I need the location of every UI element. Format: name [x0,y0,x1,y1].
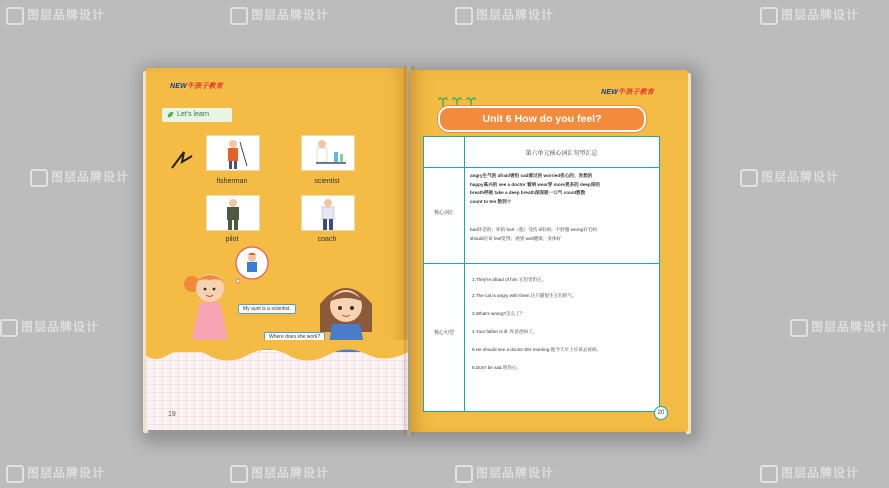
watermark-logo-icon [790,319,808,337]
coach-card [301,195,355,231]
card-label: scientist [314,178,340,185]
card-label: fisherman [216,178,248,185]
fisherman-card [206,135,260,171]
watermark-logo-icon [0,319,18,337]
lets-learn-tag [162,108,232,122]
pilot-illustration [207,196,259,230]
sparkle-icon [168,146,196,172]
left-page [146,68,408,430]
coach-illustration [302,196,354,230]
lets-learn-label: Let's learn [177,111,210,118]
watermark: 图层品牌设计 [230,464,329,483]
vocab-line: bad坏悲的；坏的 hurt（使）受伤 ill有病；不舒服 wrong有毛病 [470,227,597,232]
speech-bubble: Where does she work? [264,332,325,342]
watermark: 图层品牌设计 [0,318,99,337]
watermark-logo-icon [455,7,473,25]
watermark-logo-icon [30,169,48,187]
watermark: 图层品牌设计 [30,168,129,187]
vocab-extra-list [470,226,655,243]
watermark: 图层品牌设计 [740,168,839,187]
brand-name: 牛孩子教育 [618,89,654,96]
brand-prefix: NEW [601,89,618,96]
right-page [410,70,688,432]
vocab-row-label: 核心词汇 [433,210,454,216]
brand-logo [170,81,223,91]
table-divider [424,167,659,168]
scientist-illustration [302,136,354,170]
summary-table [423,136,660,412]
watermark-logo-icon [760,465,778,483]
watermark: 图层品牌设计 [760,6,859,25]
leaf-icon [167,111,174,118]
sentence-item: 4.Your father is ill. 你爸爸病了。 [472,329,538,334]
page-number: 20 [654,406,668,420]
page-number: 19 [168,411,176,418]
vocab-line: angry生气的 afraid害怕 sad难过的 worried担心的；发愁的 [470,173,593,178]
sentence-item: 3.What's wrong?怎么了？ [472,311,525,316]
vocab-list [470,172,655,206]
scientist-card [301,135,355,171]
watermark: 图层品牌设计 [6,6,105,25]
pilot-card [206,195,260,231]
watermark: 图层品牌设计 [455,6,554,25]
unit-title-banner: Unit 6 How do you feel? [438,106,646,132]
fisherman-illustration [207,136,259,170]
sentence-item: 6.Don't be sad.别伤心。 [472,365,522,370]
card-label: pilot [225,236,239,243]
watermark-logo-icon [6,465,24,483]
vocab-line: breath呼吸 take a deep breath深深吸一口气 count数数 [470,190,586,196]
watermark: 图层品牌设计 [790,318,889,337]
sentence-row-label: 核心句型 [433,330,454,336]
vocab-line: count to ten 数到十 [470,198,512,204]
sentence-item: 5.He should see a doctor this morning.他今天早上应该去看病。 [472,347,602,352]
watermark-logo-icon [230,7,248,25]
watermark-logo-icon [6,7,24,25]
brand-prefix: NEW [170,83,187,90]
watermark: 图层品牌设计 [6,464,105,483]
watermark: 图层品牌设计 [455,464,554,483]
watermark-logo-icon [230,465,248,483]
table-divider [464,137,465,411]
table-title: 第六单元核心词汇句型汇总 [525,151,598,157]
watermark-logo-icon [760,7,778,25]
vocab-line: happy高兴的 see a doctor 看病 wear穿 more更多的 deep深的 [470,181,600,187]
watermark: 图层品牌设计 [760,464,859,483]
vocab-line: should应该 feel觉得；感到 well健康；身体好 [470,235,562,241]
wavy-edge-decoration [146,340,408,364]
watermark-logo-icon [740,169,758,187]
sentence-item: 2.The cat is angry with them.这只猫很生它们的气。 [472,293,577,298]
sentence-item: 1.They're afraid of him.它们害怕它。 [472,277,547,282]
brand-name: 牛孩子教育 [186,83,223,90]
watermark: 图层品牌设计 [230,6,329,25]
card-label: coach [317,236,337,243]
table-divider [424,263,659,264]
watermark-logo-icon [455,465,473,483]
brand-logo [601,87,654,97]
speech-bubble: My aunt is a scientist. [238,304,296,314]
